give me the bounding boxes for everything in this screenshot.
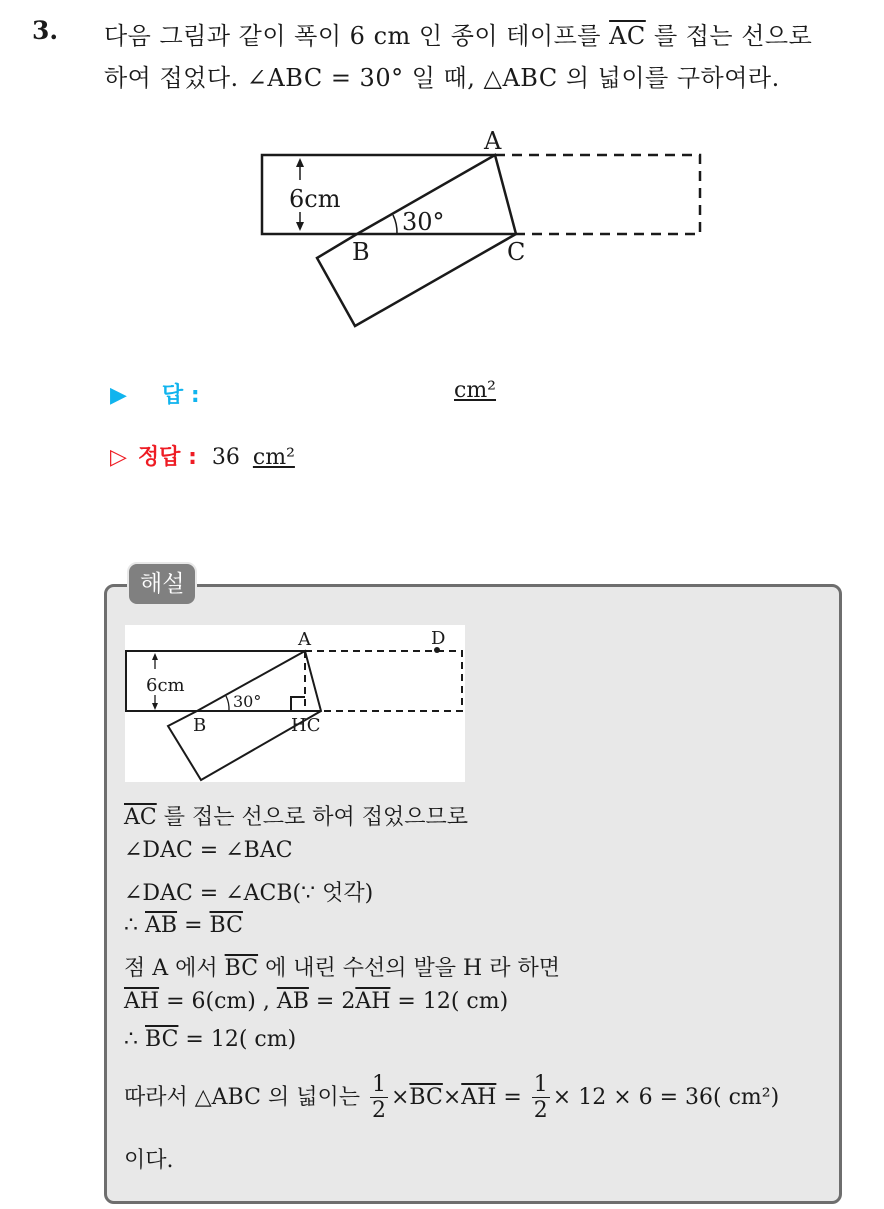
solution-line-1 <box>124 800 468 831</box>
therefore-symbol: ∴ <box>124 913 138 938</box>
times: × <box>390 1084 410 1110</box>
solution-text: × 12 × 6 = 36( cm²) <box>552 1084 780 1110</box>
problem-number: 3. <box>32 16 59 45</box>
solution-text: = 12( cm) <box>185 1027 297 1052</box>
width-label: 6cm <box>289 185 341 213</box>
solution-line-9: 이다. <box>124 1148 174 1173</box>
solution-line-3: ∠DAC = ∠ACB(∵ 엇각) <box>124 881 374 906</box>
angle-arc <box>393 215 397 234</box>
fraction-denominator: 2 <box>371 1098 386 1124</box>
angle-label: 30° <box>402 208 445 236</box>
play-outline-icon: ▷ <box>110 445 127 470</box>
fraction-denominator: 2 <box>533 1098 548 1124</box>
solution-text: 따라서 △ABC 의 넓이는 <box>124 1084 360 1110</box>
sol-angle-label: 30° <box>233 692 262 711</box>
arrowhead-up <box>296 158 304 167</box>
solution-line-6 <box>124 989 508 1014</box>
times: × <box>442 1084 462 1110</box>
solution-line-2: ∠DAC = ∠BAC <box>124 838 293 863</box>
sol-label-b: B <box>193 715 207 736</box>
sol-width-label: 6cm <box>146 675 185 696</box>
sol-arrowhead-down <box>152 703 158 710</box>
solution-text: 를 접는 선으로 하여 접었으므로 <box>163 805 468 830</box>
correct-value: 36 <box>211 445 240 470</box>
sol-angle-arc <box>226 696 229 711</box>
fraction-half <box>370 1072 388 1124</box>
solution-text: = 2 <box>315 989 356 1014</box>
equals: = <box>184 913 203 938</box>
problem-figure <box>230 120 720 335</box>
fraction-half <box>532 1072 550 1124</box>
segment-ah: $\overline{AH}$ <box>124 989 160 1014</box>
segment-ab: $\overline{AB}$ <box>145 913 178 938</box>
segment-bc: $\overline{BC}$ <box>224 956 259 981</box>
solution-tag: 해설 <box>127 562 197 606</box>
solution-line-7 <box>124 1027 296 1052</box>
answer-unit: cm² <box>454 378 497 403</box>
answer-row <box>110 378 497 409</box>
folded-tape <box>317 155 516 326</box>
problem-text-part: 다음 그림과 같이 폭이 6 cm 인 종이 테이프를 <box>104 22 601 50</box>
segment-bc: $\overline{BC}$ <box>209 913 243 938</box>
segment-ah: $\overline{AH}$ <box>355 989 391 1014</box>
problem-text-line2: 하여 접었다. ∠ABC = 30° 일 때, △ABC 의 넓이를 구하여라. <box>104 64 780 92</box>
segment-ah: $\overline{AH}$ <box>461 1084 497 1110</box>
label-c: C <box>507 238 526 266</box>
sol-unfolded-tape-dashed <box>305 651 462 711</box>
solution-text: 점 A 에서 <box>124 956 218 981</box>
label-a: A <box>484 127 502 155</box>
segment-ab: $\overline{AB}$ <box>276 989 309 1014</box>
fraction-numerator: 1 <box>371 1072 386 1097</box>
sol-label-hc: HC <box>291 715 321 736</box>
solution-line-8 <box>124 1072 779 1124</box>
fraction-numerator: 1 <box>533 1072 548 1097</box>
solution-line-5 <box>124 951 560 982</box>
sol-arrowhead-up <box>152 653 158 660</box>
right-angle-mark <box>291 697 305 711</box>
segment-ac: $\overline{AC}$ <box>609 22 646 50</box>
answer-label: 답 : <box>161 383 200 408</box>
equals: = <box>503 1084 522 1110</box>
solution-text: 에 내린 수선의 발을 H 라 하면 <box>265 956 560 981</box>
solution-line-4 <box>124 913 243 938</box>
problem-text-part: 를 접는 선으로 <box>653 22 813 50</box>
solution-text: = 6(cm) , <box>166 989 270 1014</box>
problem-text-line1 <box>104 16 812 51</box>
segment-bc: $\overline{BC}$ <box>409 1084 443 1110</box>
unfolded-tape-dashed <box>495 155 700 234</box>
correct-answer-row <box>110 440 295 471</box>
therefore-symbol: ∴ <box>124 1027 138 1052</box>
segment-ac: $\overline{AC}$ <box>124 805 157 830</box>
segment-bc: $\overline{BC}$ <box>145 1027 179 1052</box>
solution-text: = 12( cm) <box>397 989 509 1014</box>
arrowhead-down <box>296 222 304 231</box>
solution-figure <box>125 625 465 782</box>
sol-label-a: A <box>298 629 311 650</box>
label-b: B <box>352 238 370 266</box>
correct-unit: cm² <box>252 445 295 470</box>
sol-label-d: D <box>431 628 446 649</box>
correct-label: 정답 : <box>137 445 197 470</box>
play-icon: ▶ <box>110 383 127 408</box>
